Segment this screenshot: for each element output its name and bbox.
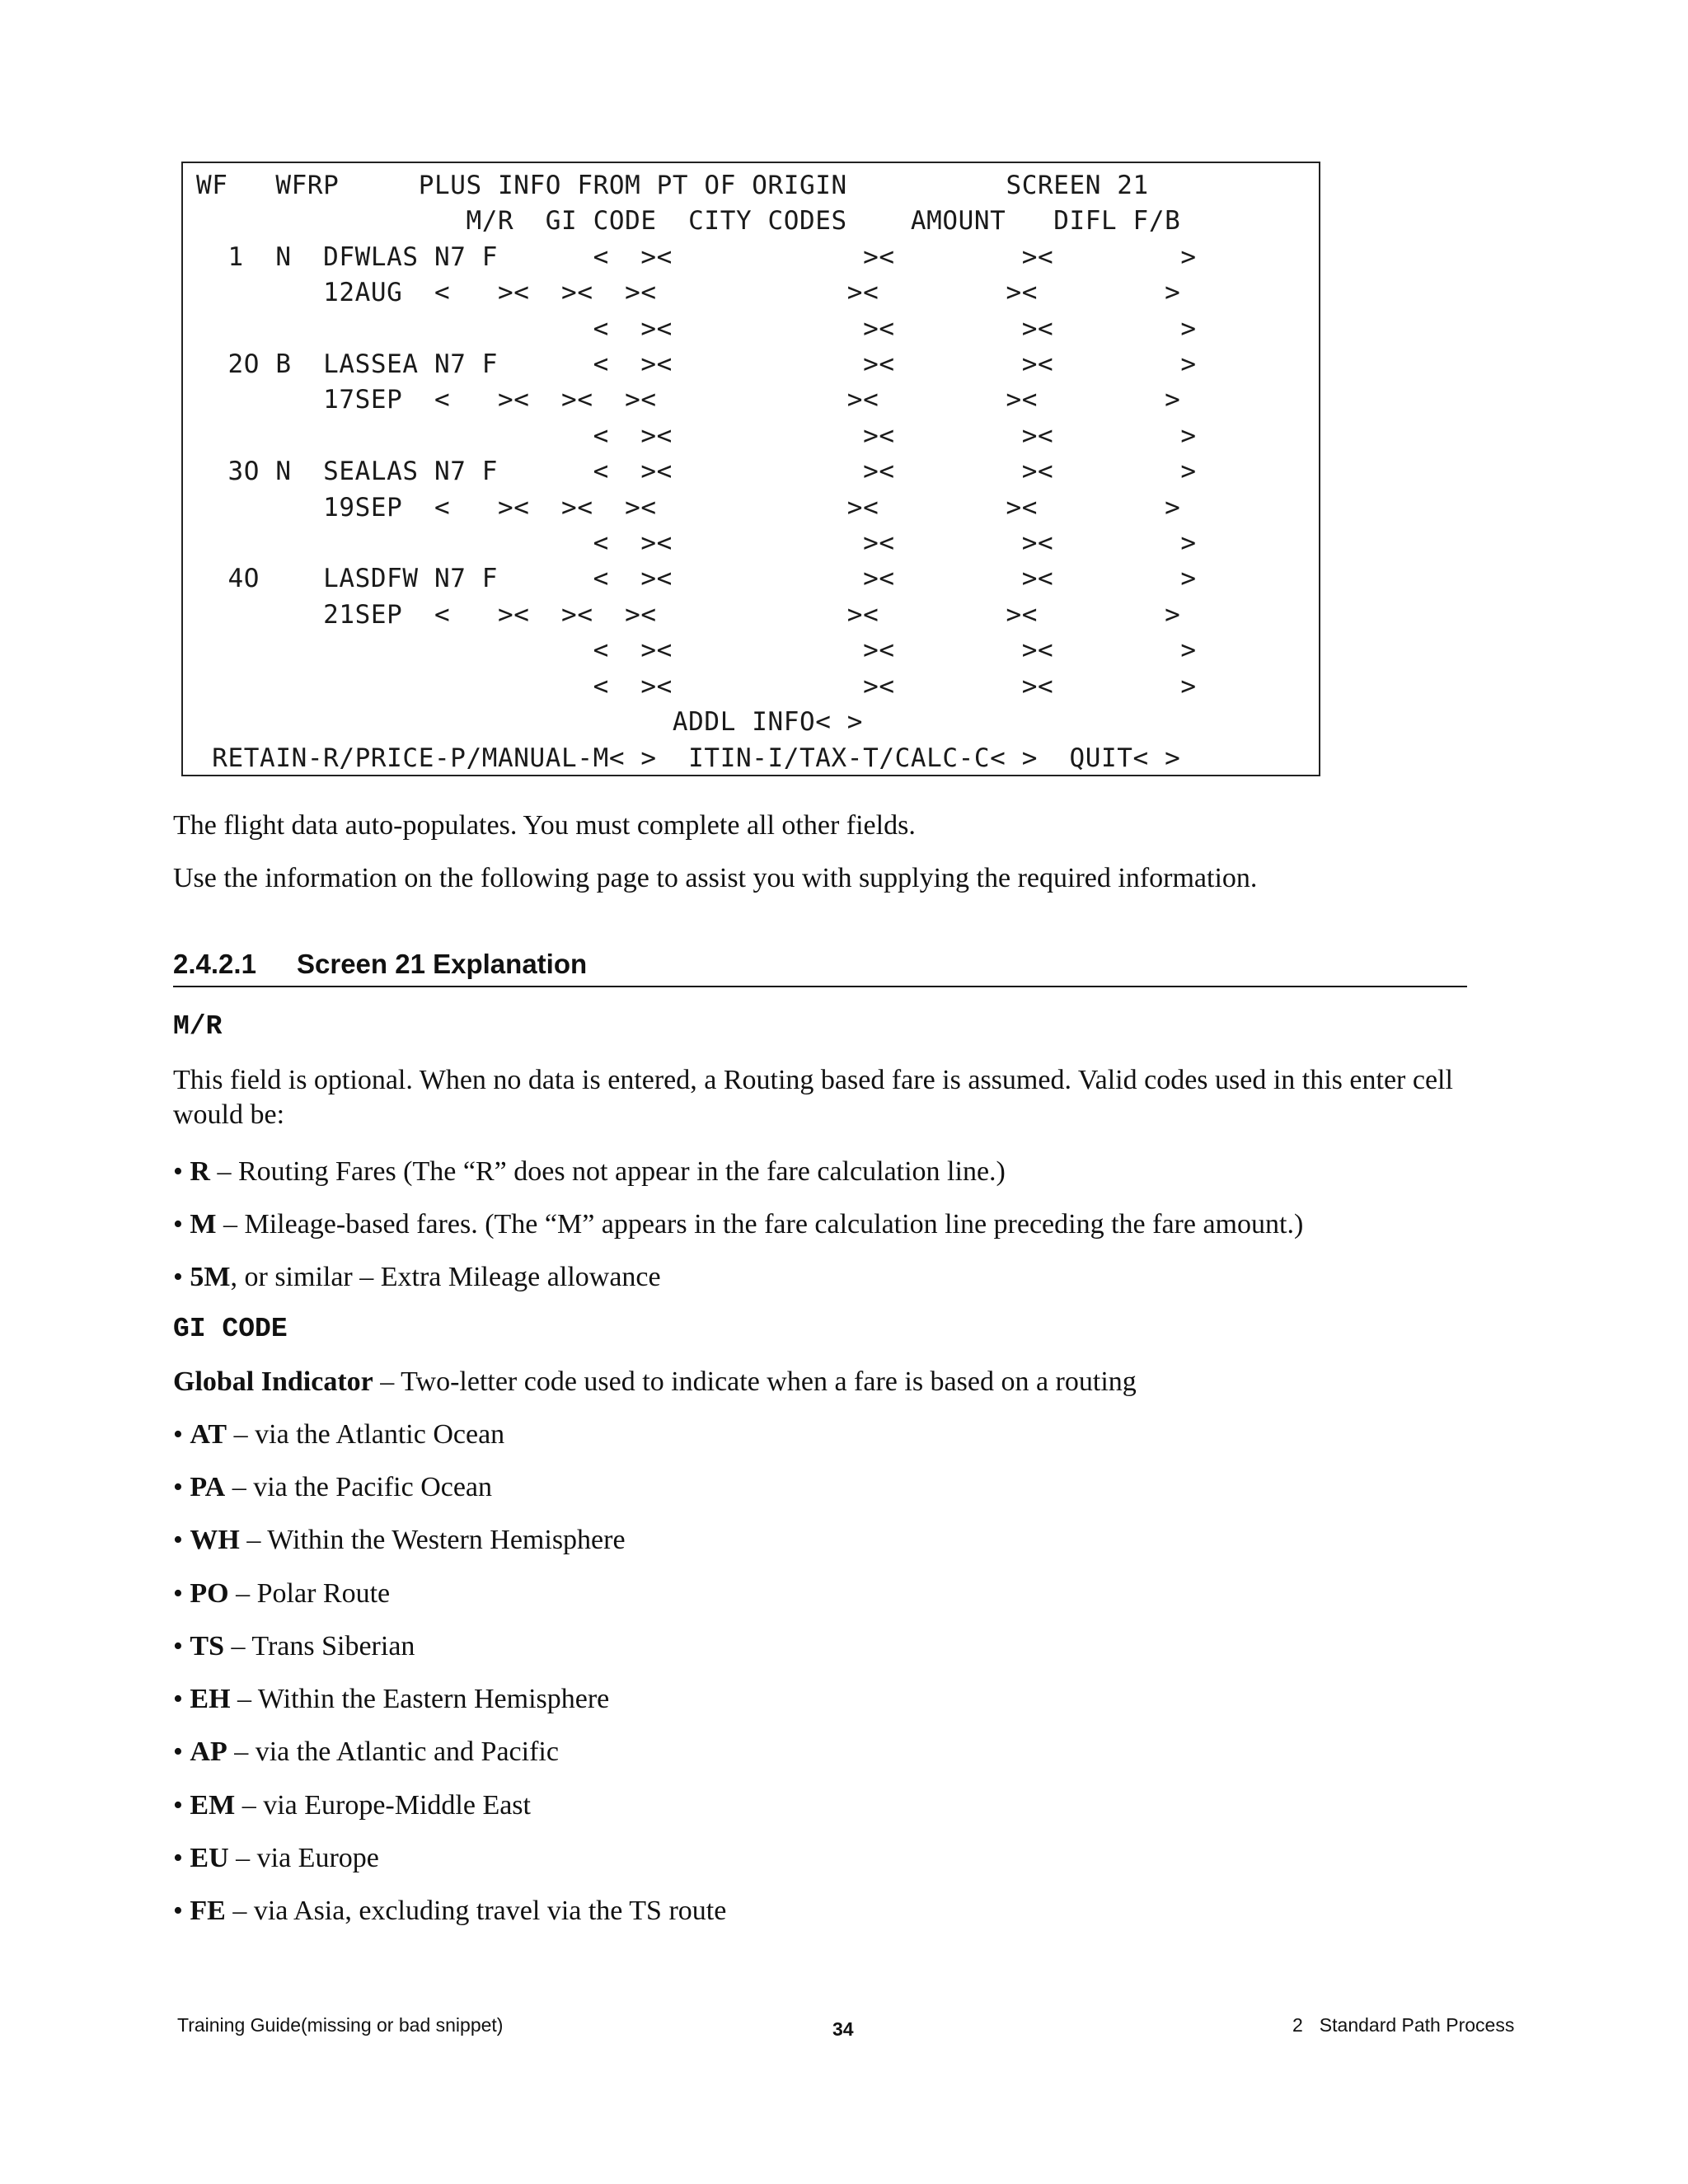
section-title: Screen 21 Explanation: [297, 949, 588, 979]
gi-description: [173, 1365, 1467, 1399]
gi-code: EU: [190, 1843, 229, 1873]
terminal-line: 2O B LASSEA N7 F < >< >< >< >: [196, 349, 1197, 380]
terminal-line: 1 N DFWLAS N7 F < >< >< >< >: [196, 241, 1197, 272]
gi-code: EH: [190, 1684, 231, 1714]
gi-item: [173, 1682, 1467, 1717]
gi-term: Global Indicator: [173, 1366, 373, 1397]
gi-code: PA: [190, 1472, 226, 1502]
gi-item-text: – Trans Siberian: [224, 1631, 415, 1661]
bullet: •: [173, 1262, 183, 1292]
terminal-line: < >< >< >< >: [196, 313, 1197, 344]
bullet: •: [173, 1896, 183, 1926]
gi-item: [173, 1894, 1467, 1929]
mr-item-text: – Mileage-based fares. (The “M” appears in the fare calculation line preceding the fare amount.): [216, 1209, 1304, 1240]
gi-item: [173, 1418, 1467, 1452]
bullet: •: [173, 1631, 183, 1661]
terminal-line: < >< >< >< >: [196, 635, 1197, 666]
gi-code: TS: [190, 1631, 224, 1661]
gi-item-text: – via the Pacific Ocean: [225, 1472, 493, 1502]
terminal-line: ADDL INFO< >: [196, 707, 864, 738]
section-number: 2.4.2.1: [173, 949, 256, 979]
mr-heading: M/R: [173, 1011, 223, 1042]
mr-code: M: [190, 1209, 217, 1240]
gi-item: [173, 1841, 1467, 1876]
intro-paragraph-2: Use the information on the following page to assist you with supplying the required information.: [173, 863, 1258, 893]
gi-code: WH: [190, 1525, 240, 1555]
gi-item: [173, 1788, 1467, 1823]
bullet: •: [173, 1578, 183, 1609]
mr-item: [173, 1155, 1467, 1189]
terminal-line: 12AUG < >< >< >< >< >< >: [196, 278, 1181, 308]
footer-chapter-number: 2: [1292, 2014, 1303, 2036]
gi-code: AT: [190, 1419, 227, 1450]
gi-item: [173, 1523, 1467, 1558]
gi-item-text: – Within the Eastern Hemisphere: [230, 1684, 610, 1714]
terminal-line: WF WFRP PLUS INFO FROM PT OF ORIGIN SCREEN 21: [196, 171, 1149, 200]
mr-item: [173, 1207, 1467, 1242]
gi-item: [173, 1629, 1467, 1664]
gi-code-heading: GI CODE: [173, 1314, 288, 1344]
gi-item: [173, 1577, 1467, 1611]
terminal-line: M/R GI CODE CITY CODES AMOUNT DIFL F/B: [196, 206, 1181, 237]
mr-item-text: , or similar – Extra Mileage allowance: [230, 1262, 661, 1292]
section-heading: [173, 946, 1467, 987]
gi-item: [173, 1470, 1467, 1505]
bullet: •: [173, 1419, 183, 1450]
gi-item-text: – via Europe-Middle East: [235, 1790, 531, 1821]
mr-item: [173, 1260, 1467, 1295]
terminal-screen-text: [196, 168, 1197, 776]
mr-code: R: [190, 1156, 210, 1187]
gi-item-text: – via the Atlantic Ocean: [227, 1419, 505, 1450]
terminal-screen-21: [181, 162, 1320, 776]
gi-item-text: – via the Atlantic and Pacific: [227, 1736, 559, 1767]
gi-code: EM: [190, 1790, 236, 1821]
bullet: •: [173, 1684, 183, 1714]
gi-item-text: – Polar Route: [228, 1578, 391, 1609]
mr-description: This field is optional. When no data is entered, a Routing based fare is assumed. Valid codes used in this enter cell would be:: [173, 1065, 1453, 1130]
terminal-line: 3O N SEALAS N7 F < >< >< >< >: [196, 457, 1197, 487]
mr-item-text: – Routing Fares (The “R” does not appear in the fare calculation line.): [209, 1156, 1006, 1187]
gi-item-text: – via Europe: [228, 1843, 379, 1873]
bullet: •: [173, 1472, 183, 1502]
terminal-line: 4O LASDFW N7 F < >< >< >< >: [196, 564, 1197, 594]
bullet: •: [173, 1843, 183, 1873]
footer-chapter-title: Standard Path Process: [1319, 2014, 1515, 2036]
bullet: •: [173, 1736, 183, 1767]
terminal-line: < >< >< >< >: [196, 528, 1197, 559]
gi-item-text: – via Asia, excluding travel via the TS route: [225, 1896, 727, 1926]
terminal-line: RETAIN-R/PRICE-P/MANUAL-M< > ITIN-I/TAX-T/CALC-C< > QUIT< >: [196, 743, 1181, 773]
bullet: •: [173, 1156, 183, 1187]
terminal-line: < >< >< >< >: [196, 420, 1197, 451]
mr-code: 5M: [190, 1262, 231, 1292]
footer-document-title: Training Guide(missing or bad snippet): [177, 2014, 504, 2036]
terminal-line: 17SEP < >< >< >< >< >< >: [196, 385, 1181, 415]
bullet: •: [173, 1525, 183, 1555]
gi-code: AP: [190, 1736, 227, 1767]
terminal-line: 19SEP < >< >< >< >< >< >: [196, 492, 1181, 523]
intro-paragraph-1: The flight data auto-populates. You must complete all other fields.: [173, 810, 916, 841]
gi-description-text: – Two-letter code used to indicate when a fare is based on a routing: [373, 1366, 1137, 1397]
terminal-line: 21SEP < >< >< >< >< >< >: [196, 599, 1181, 630]
gi-item-text: – Within the Western Hemisphere: [239, 1525, 626, 1555]
terminal-line: < >< >< >< >: [196, 671, 1197, 701]
footer-page-number: 34: [832, 2018, 854, 2040]
bullet: •: [173, 1790, 183, 1821]
gi-item: [173, 1735, 1467, 1769]
gi-code: PO: [190, 1578, 229, 1609]
footer-chapter: [1292, 2013, 1514, 2037]
bullet: •: [173, 1209, 183, 1240]
gi-code: FE: [190, 1896, 226, 1926]
